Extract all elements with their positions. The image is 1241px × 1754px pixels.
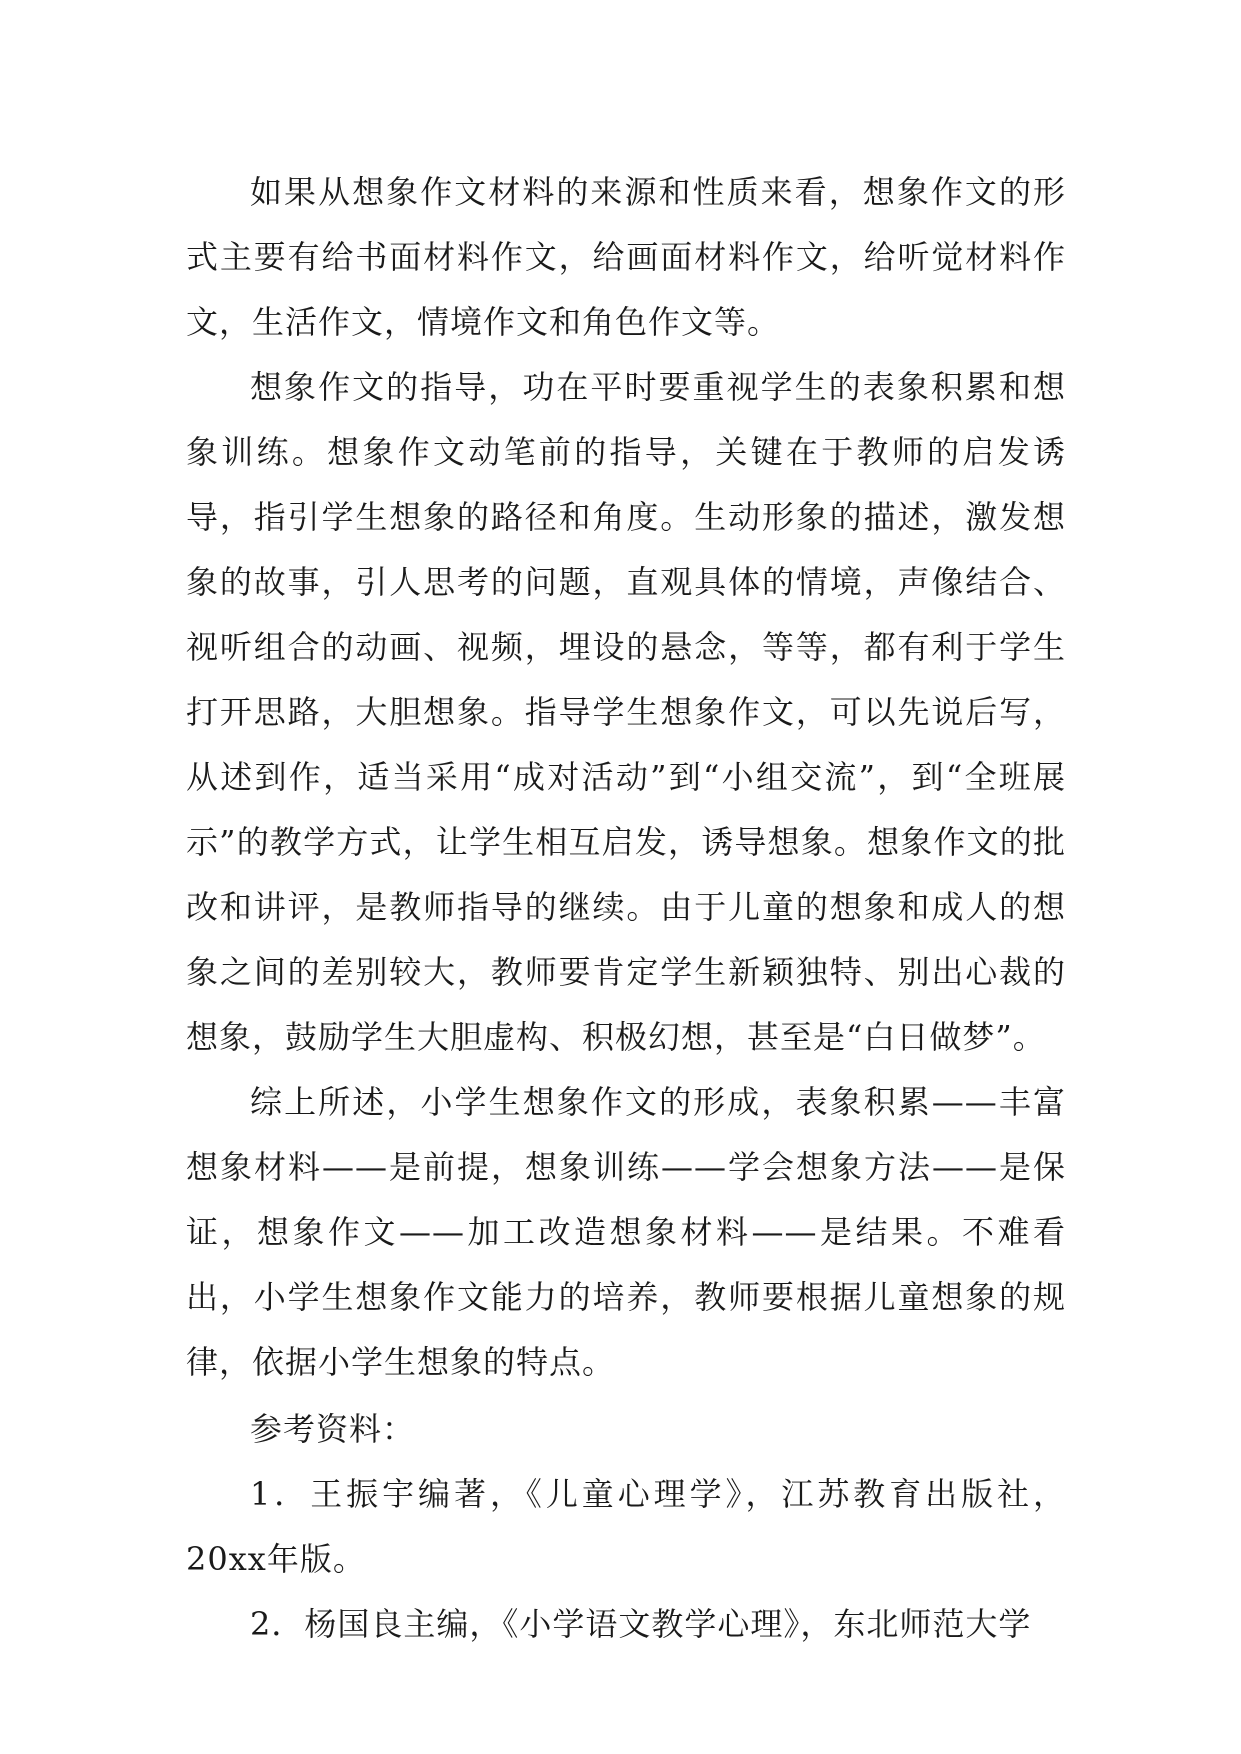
references-heading: 参考资料： [250, 1410, 416, 1448]
document-page [186, 160, 1066, 1657]
paragraph-forms-of-imaginative-writing: 如果从想象作文材料的来源和性质来看，想象作文的形式主要有给书面材料作文，给画面材料作文，给听觉材料作文，生活作文，情境作文和角色作文等。 [186, 173, 1066, 341]
reference-item-1: 1．王振宇编著，《儿童心理学》，江苏教育出版社，20xx年版。 [186, 1475, 1066, 1578]
paragraph-guidance-of-imaginative-writing: 想象作文的指导，功在平时要重视学生的表象积累和想象训练。想象作文动笔前的指导，关键在于教师的启发诱导，指引学生想象的路径和角度。生动形象的描述，激发想象的故事，引人思考的问题，直观具体的情境，声像结合、视听组合的动画、视频，埋设的悬念，等等，都有利于学生打开思路，大胆想象。指导学生想象作文，可以先说后写，从述到作，适当采用“成对活动”到“小组交流”，到“全班展示”的教学方式，让学生相互启发，诱导想象。想象作文的批改和讲评，是教师指导的继续。由于儿童的想象和成人的想象之间的差别较大，教师要肯定学生新颖独特、别出心裁的想象，鼓励学生大胆虚构、积极幻想，甚至是“白日做梦”。 [186, 368, 1066, 1056]
reference-item-2: 2．杨国良主编，《小学语文教学心理》，东北师范大学 [250, 1605, 1032, 1643]
paragraph-summary: 综上所述，小学生想象作文的形成，表象积累——丰富想象材料——是前提，想象训练——学会想象方法——是保证，想象作文——加工改造想象材料——是结果。不难看出，小学生想象作文能力的培养，教师要根据儿童想象的规律，依据小学生想象的特点。 [186, 1083, 1066, 1381]
